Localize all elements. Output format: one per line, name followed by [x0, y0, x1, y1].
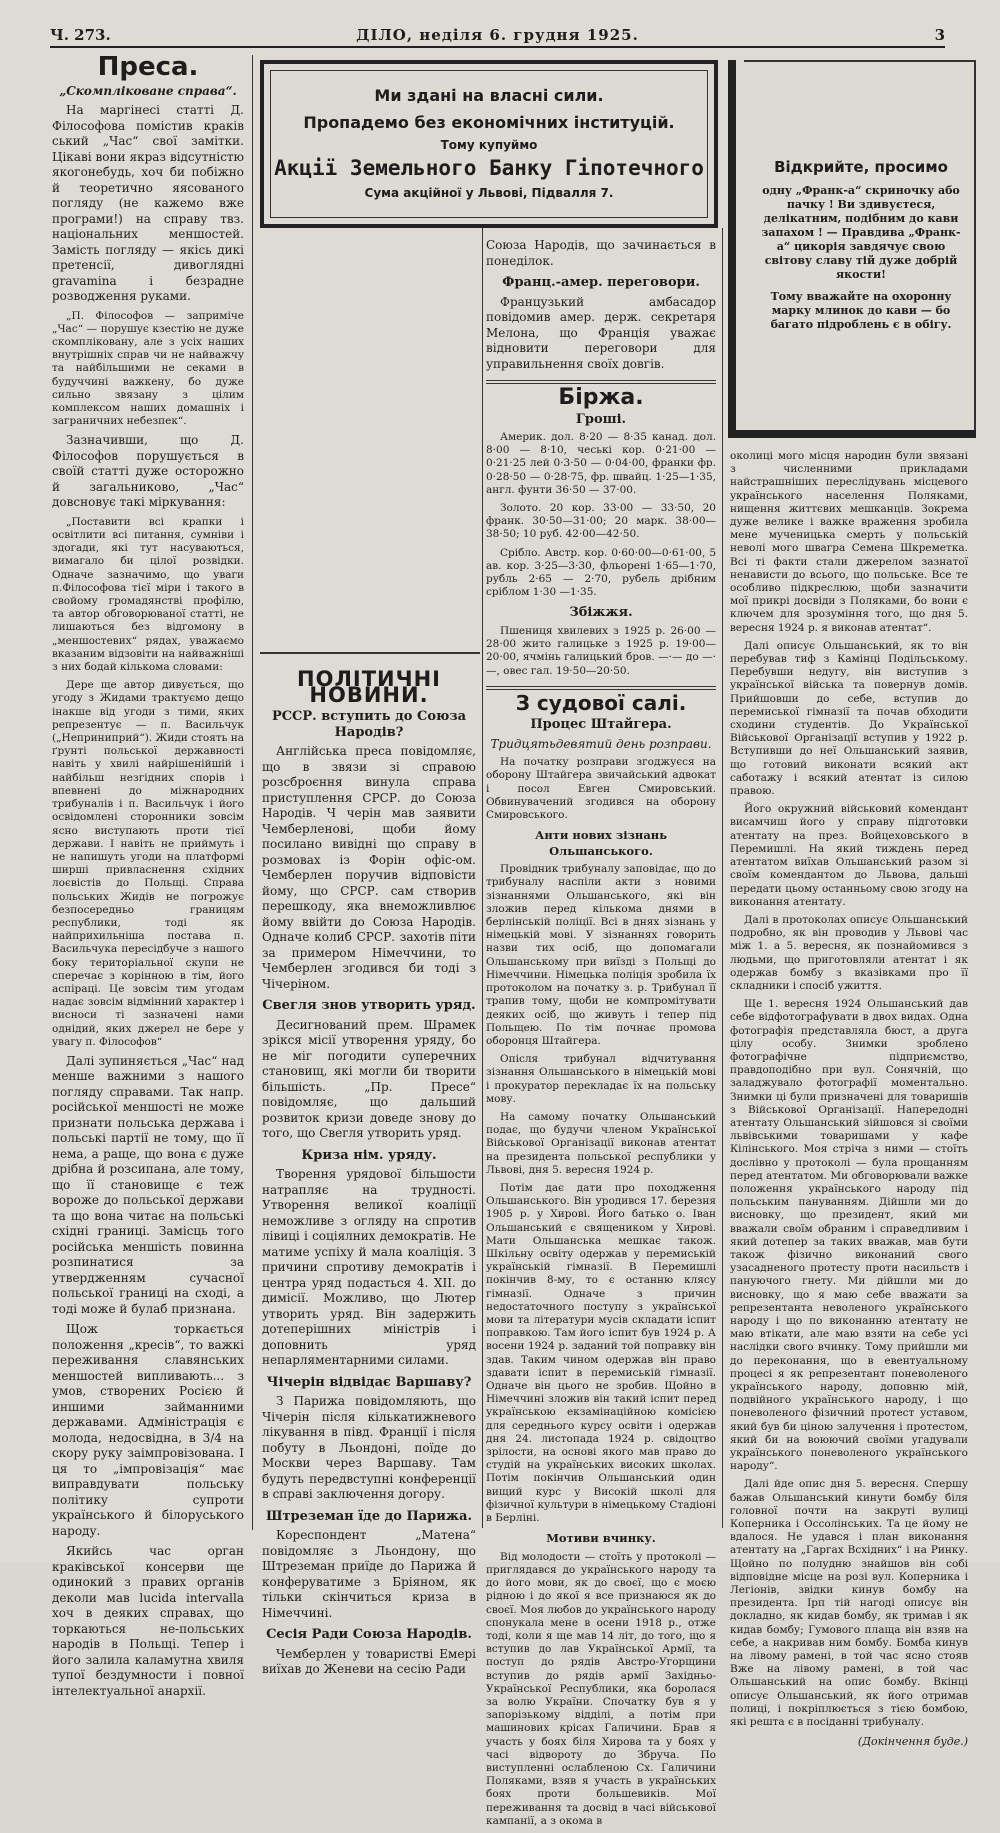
politics-title: ПОЛІТИЧНІ НОВИНИ. — [297, 667, 441, 707]
politics-heading: Свегля знов утворить уряд. — [262, 998, 476, 1013]
news-heading: Франц.-амер. переговори. — [502, 275, 700, 290]
masthead — [50, 26, 945, 46]
court-day: Тридцятьдевятий день розправи. — [490, 736, 712, 751]
trial-paragraph: околиці мого місця народин були звязані з численними прикладами найстрашніших переслідувань місцевого українського населення Поляками, нищення життєвих мешканців. Зокрема дуже велике і важке враження зробила мене мученицька смерть у польській неволі мого швагра Семена Шкреметка. Всі ті факти стали джерелом зазнатої ненависти до всього, що польське. Все те особливо підкреслюю, щоби зазначити мої прикрі досвіди з Поляками, бо вони є ключем для зрозуміння того, що дня 5. вересня 1924 р. я виконав атентат“. — [730, 450, 968, 634]
politics-heading: РССР. вступить до Союза Народів? — [271, 709, 467, 740]
politics-paragraph: Чемберлен у товаристві Емері виїхав до Женеви на сесію Ради — [262, 1646, 476, 1676]
court-subtitle: Процес Штайгера. — [530, 717, 672, 733]
court-heading: Мотиви вчинку. — [546, 1531, 656, 1546]
trial-paragraph: Далі описує Ольшанський, як то він перебував тиф з Камінці Подільському. Перебувши недугу, він виступив з української війська та повернув домів. Прийшовши до себе, вступив до перемиської гімназії та почав обходити сходини студентів. До Української Військової Організації вступив у 1922 р. Вступивши до неї Ольшанський заявив, що готовий виконати всякий акт саботажу і всякий атентат із силою правою. — [730, 639, 968, 798]
politics-heading: Штреземан їде до Парижа. — [266, 1508, 472, 1524]
coffee-advertisement — [728, 60, 976, 438]
ad-line-2: Пропадемо без економічних інституцій. — [303, 113, 675, 132]
trial-paragraph: Його окружний військовий комендант висамчиш його у справу підготовки атентату на през. Войцеховського в Перемишлі. На який тиждень перед атентатом виїхав Ольшанський разом зі своїм комендантом до Львова, дальші передати цьому останньому свою згоду на виконання атентату. — [730, 803, 968, 908]
trial-paragraph: Далі в протоколах описує Ольшанський подробно, як він проводив у Львові час між 1. а 5. вересня, як познайомився з людьми, що приготовляли атентат і як одержав бомбу з вказівками про її складники і спосіб ужиття. — [730, 913, 968, 992]
press-quote: „Поставити всі крапки і освітлити всі питання, сумніви і здогади, які тут насуваються, вимагало би цілої розвідки. Одначе зазначимо, що уваги п.Філософова тієї міри і такого в свойому громадянстві профілю, та автор обговорюваної статті, не лишаються без відгомону в „меншостевих“ рядах, уважаємо вказаним відзовіти на найважніші з них бодай кількома словами: — [52, 515, 244, 674]
coffee-ad-warning: Тому вважайте на охоронну марку млинок до кави — бо багато підроблень є в обігу. — [770, 290, 952, 331]
ad-line-5: Сума акційної у Львові, Підвалля 7. — [364, 186, 614, 200]
ad-frame-bottom — [736, 430, 976, 438]
politics-rule — [260, 652, 480, 654]
section-rule — [486, 380, 716, 384]
politics-heading: Криза нім. уряду. — [301, 1147, 437, 1163]
issue-number: Ч. 273. — [50, 26, 111, 44]
politics-column — [262, 667, 476, 1683]
ad-line-4: Акції Земельного Банку Гіпотечного — [274, 156, 704, 180]
politics-paragraph: Англійська преса повідомляє, що в звязи зі справою розсброєння винула справа приступлення СРСР. до Союза Народів. Ч черін мав заявити Чемберленові, щоби йому посилано вивідні що справу в розмовах із Форін офіс-ом. Чемберлен поручив відповісти йому, що СРСР. сам створив перешкоду, яка внеможливлює йому ввійти до Союза Народів. Одначе колиб СРСР. захотів піти за примером Німеччини, то Чемберлен згодився би тоді з Чічеріном. — [262, 744, 476, 991]
exchange-rates: Золото. 20 кор. 33·00 — 33·50, 20 франк. 30·50—31·00; 20 марк. 38·00—38·50; 10 руб. 42·00—42·50. — [486, 502, 716, 541]
masthead-rule — [50, 46, 945, 48]
section-rule — [486, 686, 716, 690]
exchange-title: Біржа. — [558, 385, 644, 410]
politics-heading: Чічерін відвідає Варшаву? — [266, 1374, 472, 1390]
coffee-ad-title: Відкрийте, просимо — [774, 158, 948, 176]
exchange-rates: Срібло. Австр. кор. 0·60·00—0·61·00, 5 ав. кор. 3·25—3·30, фльорені 1·65—1·70, рубль 2·65 — 2·70, рубель дрібним сріблом 1·30 —1·35. — [486, 546, 716, 599]
court-paragraph: На самому початку Ольшанський подає, що будучи членом Української Військової Організації виконав атентат на президента польської республики у Львові, дня 5. вересня 1924 р. — [486, 1110, 716, 1176]
trial-column — [730, 450, 968, 1750]
press-subtitle: „Скомпліковане справа“. — [59, 83, 237, 98]
ad-line-3: Тому купуймо — [440, 138, 538, 152]
column-divider — [482, 228, 483, 1528]
column-divider — [252, 55, 253, 1530]
court-paragraph: Провідник трибуналу заповідає, що до трибуналу наспіли акти з новими зізнаннями Ольшанського, які він зложив перед кількома днями в берлінській поліції. Всі в днях зізнань у німецькій мові. У зізнаннях говорить назви тих осіб, що допомагали Ольшанському при виїзді з Польщі до Німеччини. Німецька поліція зробила їх протоколом на початку з. р. Трибунал її трапив тому, щоби не компромітувати деяких осіб, що живуть і тепер під Польщею. По тім почнає промова оборонця Штайгера. — [486, 863, 716, 1047]
court-paragraph: Опісля трибунал відчитування зізнання Ольшанського в німецькій мові і прокуратор перекладає їх на польську мову. — [486, 1053, 716, 1105]
trial-paragraph: Ще 1. вересня 1924 Ольшанський дав себе відфотографувати в двох видах. Одна фотографія представляла бюст, а друга цілу особу. Знимки зроблено фотографічне підприємство, правдоподібно при вул. Сонячній, що заладжувало фотографії моментально. Знимки ці були призначені для товаришів з Військової Організації. Напередодні атентату Ольшанський зійшовся зі своїми львівськими товаришами у кафе Кілінського. Моя стріча з ними — стоїть дослівно у протоколі — була прощанням перед атентатом. Ми обговорювали важке положення українського народу під польським пануванням. Дійшли ми до висновку, що президент, який ми вважали своїм обраним і справедливим і який дотепер за таких вважав, мав бути також фізично виконаний свого узасадненого протесту проти насильств і пануючого гнету. Ми дійшли ми до висновку, що я маю себе вважати за репрезентанта неволеного українського народу і що по виконанню атентату не маю втікати, але маю взяти на себе усі наслідки свого вчинку. Тому прийшли ми до переконання, що в евентуальному процесі я як репрезентант поневоленого українського народу, доповню мій, подвійного українського народу, і що поневоленого фізичний протест уставом, який був би ціною залучення і протестом, який би на воюючий своїми угадували українського поневоленого українського народу“. — [730, 998, 968, 1473]
politics-paragraph: З Парижа повідомляють, що Чічерін після кількатижневого лікування в півд. Франції і після побуту в Льондоні, поїде до Москви через Варшаву. Там будуть передвступні конференції в справі заключення догору. — [262, 1394, 476, 1501]
column-divider — [722, 228, 723, 1528]
court-title: З судової салі. — [515, 690, 687, 715]
news-paragraph: Союза Народів, що зачинається в понеділок. — [486, 238, 716, 268]
page-number: 3 — [934, 26, 945, 44]
court-paragraph: Потім дає дати про походження Ольшанського. Він уродився 17. березня 1905 р. у Хирові. Його батько о. Іван Ольшанський є священиком у Хирові. Мати Ольшанська мешкає також. Шкільну освіту одержав у перемиській українській гімназії. В Перемишлі покінчив 8-му, то є останню клясу гімназії. Одначе з причин недостаточного поступу з української мови та літератури мусів складати іспит поправкою. Там його іспит був 1924 р. А восени 1924 р. заданий той поправку він здав. Таким чином одержав він право здавати іспит в перемиській гімназії. Одначе він цього не зробив. Щойно в Німеччині зложив він такий іспит перед українською екзамінаційною комісією для середнього курсу освіти і одержав дня 24. листопада 1924 р. свідоцтво зрілости, на основі якого мав право до студій на українських високих школах. Потім покінчив Ольшанський один вищий курс у Високій школі для фізичної культури в німецькому Стадіоні в Берліні. — [486, 1181, 716, 1525]
grain-heading: Збіжжя. — [569, 605, 633, 621]
press-column — [52, 52, 244, 1704]
politics-paragraph: Кореспондент „Матена“ повідомляє з Льондону, що Штреземан приїде до Парижа й конферуватиме з Бріяном, як тільки скінчиться криза в Німеччині. — [262, 1528, 476, 1620]
press-quote: Дере ще автор дивується, що угоду з Жидами трактуємо дещо інакше від угоди з тими, яких репрезентує — п. Васильчук („Неприниприй“). Жиди стоять на ґрунті польської державності навіть у хвилі найрішенійшій і найбільш незгідних спорів і впевнені до міжнародних трибуналів і п. Васильчук і його освідомлені сторонники зовсім ясно виступають проти тієї держави. І навіть не приймуть і не напишуть угоди на платформі ширші привласнення східних лоєвістів до Польщі. Справа польських Жидів не погрожує безпосередньо границям республики, тоді як найприхильніша постава п. Васильчука пересідбуче з нашого боку територіальної скупи не сперечає з корінною в тім, його аспіраці. Це зовсім тим угодам надає зовсім відмінний характер і висноси ті зазначені нами однідий, яких джерел не бере у увагу п. Філософов“ — [52, 679, 244, 1048]
news-paragraph: Французький амбасадор повідомив амер. держ. секретаря Мелона, що Франція уважає відновити переговори для управильнення своїх довгів. — [486, 294, 716, 371]
grain-prices: Пшениця хвилевих з 1925 р. 26·00 — 28·00 жито галицьке з 1925 р. 19·00—20·00, ячмінь галицький бров. —·— до —·—, овес гал. 19·50—20·50. — [486, 624, 716, 677]
politics-paragraph: Творення урядової більшости натрапляє на трудності. Утворення великої коаліції неможливе з огляду на спротив лівиці і соціялних демократів. Не матиме успіху й мала коаліція. З причини спротиву демократів і центра уряд подасться 4. XII. до димісії. Можливо, що Лютер утворить уряд. Він задержить дотеперішних міністрів і доповнить уряд непарляментарними силами. — [262, 1167, 476, 1367]
press-paragraph: Щож торкається положення „кресів“, то важкі переживання славянських меншостей випливають... з умов, створених Росією й иншими займанними державами. Адміністрація є молода, недосвідна, в 3/4 на скору руку заімпровізована. І ця то „імпровізація“ має виправдувати польську політику супроти українського й білоруського народу. — [52, 1322, 244, 1538]
ad-line-1: Ми здані на власні сили. — [374, 86, 604, 105]
trial-paragraph: Далі йде опис дня 5. вересня. Спершу бажав Ольшанський кинути бомбу біля головної почти на закруті вулиці Коперника і Оссолінських. Та це йому не вдалося. Не удався і план виконання атентату на „Гаргах Всхідних“ і на Ринку. Щойно по полудню знайшов він собі відповідне місце на розі вул. Коперника і Легіонів, звідки кинув бомбу на президента. Ірп тій нагоді описує він докладно, як кидав бомбу, як тримав і як кидав бомбу; Гумового плаща він взяв на себе, а накривав ним бомбу. Бомба кинув на лівому рамені, в той час ясно стояв Вже на лівому рамені, в той час Ольшанський на опис бомбу. Вкінці описує Ольшанський, як його отримав полиці, і покріплюється з тією бомбою, які решта є в посіданні трибуналу. — [730, 1478, 968, 1729]
bank-advertisement — [260, 60, 718, 228]
press-quote: „П. Філософов — заприміче „Час“ — порушує кзестію не дуже скомпліковану, але з усіх наших внутрішніх справ чи не найважчу та найбільшими не секами в будуччині важкену, бо дуже сильно звязану з цілим комплексом наших домашніх і заграничних небезпек“. — [52, 309, 244, 428]
exchange-rates: Америк. дол. 8·20 — 8·35 канад. дол. 8·00 — 8·10, чеські кор. 0·21·00 — 0·21·25 лей 0·3·50 — 0·04·00, франки фр. 0·28·50 — 0·28·75, фр. швайц. 1·25—1·35, англ. фунти 36·50 — 37·00. — [486, 431, 716, 496]
court-heading: Анти нових зізнань Ольшанського. — [534, 828, 668, 858]
press-paragraph: Зазначивши, що Д. Філософов порушується в своїй статті дуже осторожно й загальниково, „Час“ довсновує такі міркування: — [52, 433, 244, 510]
politics-heading: Сесія Ради Союза Народів. — [266, 1627, 472, 1642]
press-paragraph: Далі зупиняється „Час“ над менше важними з нашого погляду справами. Так напр. російської меншості не може признати польська держава і польські партії не тому, що її нема, а раще, що вона є дуже дрібна й розсипана, але тому, що її становище є теж вороже до польської держави та що вона читає на польські східні границі. Замісць того російська меншість повинна розпинатися за утвердженням сучасної польської границі на сході, а тоді може й булаб признана. — [52, 1053, 244, 1316]
coffee-ad-text: одну „Франк-а“ скриночку або пачку ! Ви здивуєтеся, делікатним, подібним до кави запахом ! — Правдива „Франк-а“ цикорія завдячує свою світову славу тій дуже добрій якости! — [761, 184, 961, 281]
masthead-title: ДІЛО, неділя 6. грудня 1925. — [356, 26, 639, 44]
press-paragraph: На маргінесі статті Д. Філософова помістив краків ський „Час“ свої замітки. Цікаві вони якраз відсутністю якогонебудь, хоч би побіжно й теоретично яясованого погляду (не кажемо вже програми!) на справу твз. національних меншостей. Замість погляду — якісь дикі претенсії, дивоглядні gravamina і безрадне розводження руками. — [52, 103, 244, 303]
press-paragraph: Якийсь час орган краківської консерви ще одинокий з правих органів деколи мав lucida intervalla хоч в деяких справах, що торкаються не-польських народів в Польщі. Тепер і його залила каламутна хвиля тупої бездумности і повної інтелектуальної анархії. — [52, 1544, 244, 1698]
court-paragraph: На початку розправи згоджуєся на оборону Штайгера звичайський адвокат і посол Евген Смировський. Обвинувачений згодився на оборону Смировського. — [486, 756, 716, 822]
politics-paragraph: Десигнований прем. Шрамек зрікся місії утворення уряду, бо не міг погодити суперечних становищ, які могли би творити більшість. „Пр. Пресе“ повідомляє, що дальший розвиток кризи доведе знову до того, що Свегля утворить уряд. — [262, 1017, 476, 1140]
press-title: Преса. — [97, 52, 199, 82]
court-paragraph: Від молодости — стоїть у протоколі — приглядався до українського народу та до його мови, як до своєї, що є моєю рідною і до якої я все признаюся як до своєї. Моя любов до українського народу спонукала мене в осени 1918 р., отже тоді, коли я ще мав 14 літ, до того, що я вступив до лав Української Армії, та поступ до рядів Австро-Угорщини вступив до рядів армії Західньо-Української Республики, яка боролася за волю України. Спочатку був я у запорізькому відділі, а потім при машинових крісах Галичини. Брав я участь у боях біля Хирова та у боях у часі відвороту до Збруча. По виступленні ослабленою Сх. Галичини Поляками, взяв я участь в українських боях проти большевиків. Мої переживання та досвід в часі військової кампанії, а з окома в — [486, 1550, 716, 1827]
continuation-note: (Докінчення буде.) — [857, 1735, 968, 1749]
news-column — [486, 238, 716, 1833]
exchange-subtitle: Гроші. — [575, 411, 627, 427]
